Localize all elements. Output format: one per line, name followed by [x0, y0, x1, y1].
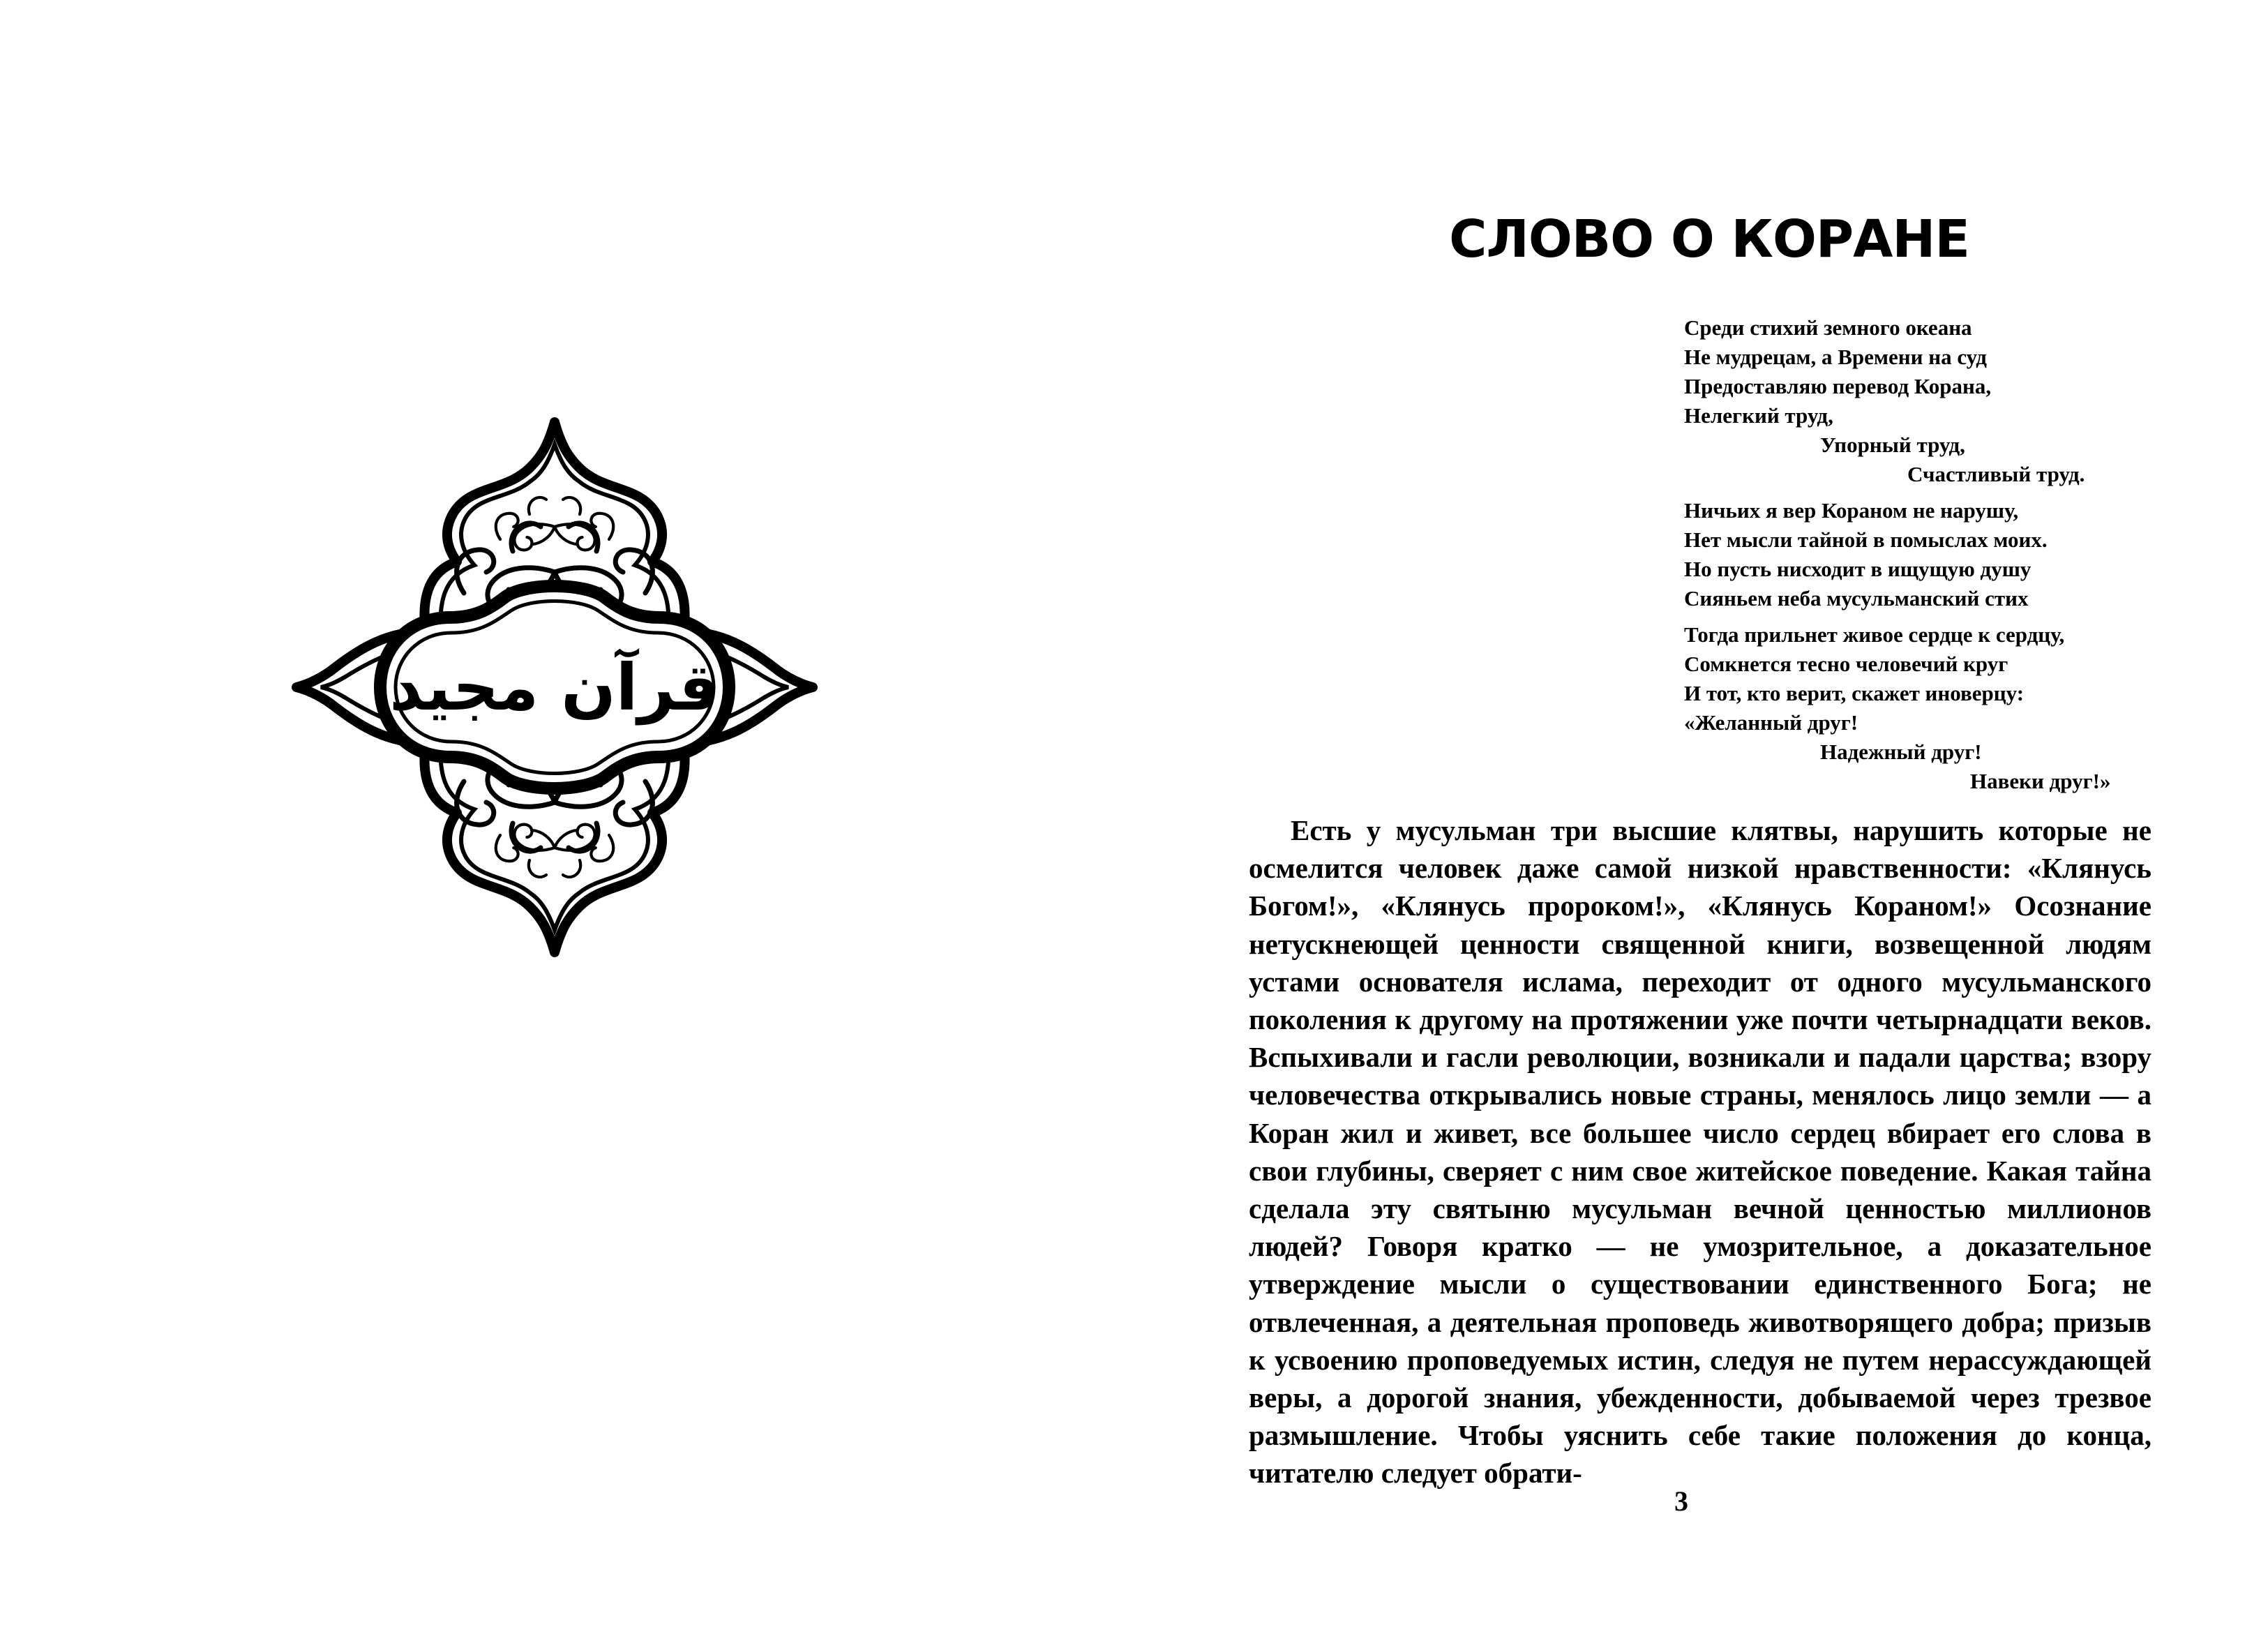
epigraph-stanza	[1684, 620, 2214, 796]
page-number: 3	[1674, 1485, 1688, 1517]
epigraph-line: Нет мысли тайной в помыслах моих.	[1684, 527, 2048, 552]
epigraph-line: Надежный друг!	[1820, 740, 1982, 764]
epigraph-stanza	[1684, 496, 2214, 613]
epigraph-line: Навеки друг!»	[1970, 769, 2111, 793]
epigraph-line: Предоставляю перевод Корана,	[1684, 374, 1992, 398]
emblem-calligraphy: قرآن مجيد	[389, 650, 720, 725]
epigraph-line: Сомкнется тесно человечий круг	[1684, 652, 2008, 676]
epigraph-line: Счастливый труд.	[1907, 462, 2085, 486]
body-paragraph: Есть у мусульман три высшие клятвы, нарушить которые не осмелится человек даже самой низкой нравственности: «Клянусь Богом!», «Клянусь пророком!», «Клянусь Кораном!» Осознание нетускнеющей ценности священной книги, возвещенной людям устами основателя ислама, переходит от одного мусульманского поколения к другому на протяжении уже почти четырнадцати веков. Вспыхивали и гасли революции, возникали и падали царства; взору человечества открывались новые страны, менялось лицо земли — а Коран жил и живет, все большее число сердец вбирает его слова в свои глубины, сверяет с ним свое житейское поведение. Какая тайна сделала эту святыню мусульман вечной ценностью миллионов людей? Говоря кратко — не умозрительное, а доказательное утверждение мысли о существовании единственного Бога; не отвлеченная, а деятельная проповедь животворящего добра; призыв к усвоению проповедуемых истин, следуя не путем нерассуждающей веры, а дорогой знания, убежденности, добываемой через трезвое размышление. Чтобы уяснить себе такие положения до конца, читателю следует обрати-	[1249, 814, 2151, 1490]
epigraph-poem	[1684, 313, 2214, 803]
epigraph-line: Нелегкий труд,	[1684, 403, 1833, 428]
page-title: СЛОВО О КОРАНЕ	[1449, 209, 1969, 269]
epigraph-line: «Желанный друг!	[1684, 710, 1858, 735]
epigraph-line: Ничьих я вер Кораном не нарушу,	[1684, 498, 2019, 523]
epigraph-line: Среди стихий земного океана	[1684, 315, 1972, 340]
epigraph-line: Сияньем неба мусульманский стих	[1684, 586, 2029, 610]
left-page-emblem	[276, 408, 834, 966]
epigraph-line: Но пусть нисходит в ищущую душу	[1684, 557, 2032, 581]
epigraph-line: Не мудрецам, а Времени на суд	[1684, 345, 1987, 369]
epigraph-line: Упорный труд,	[1820, 433, 1965, 457]
epigraph-line: И тот, кто верит, скажет иноверцу:	[1684, 681, 2025, 705]
epigraph-stanza	[1684, 313, 2214, 489]
quran-ornament-icon	[276, 408, 834, 966]
epigraph-line: Тогда прильнет живое сердце к сердцу,	[1684, 622, 2065, 647]
